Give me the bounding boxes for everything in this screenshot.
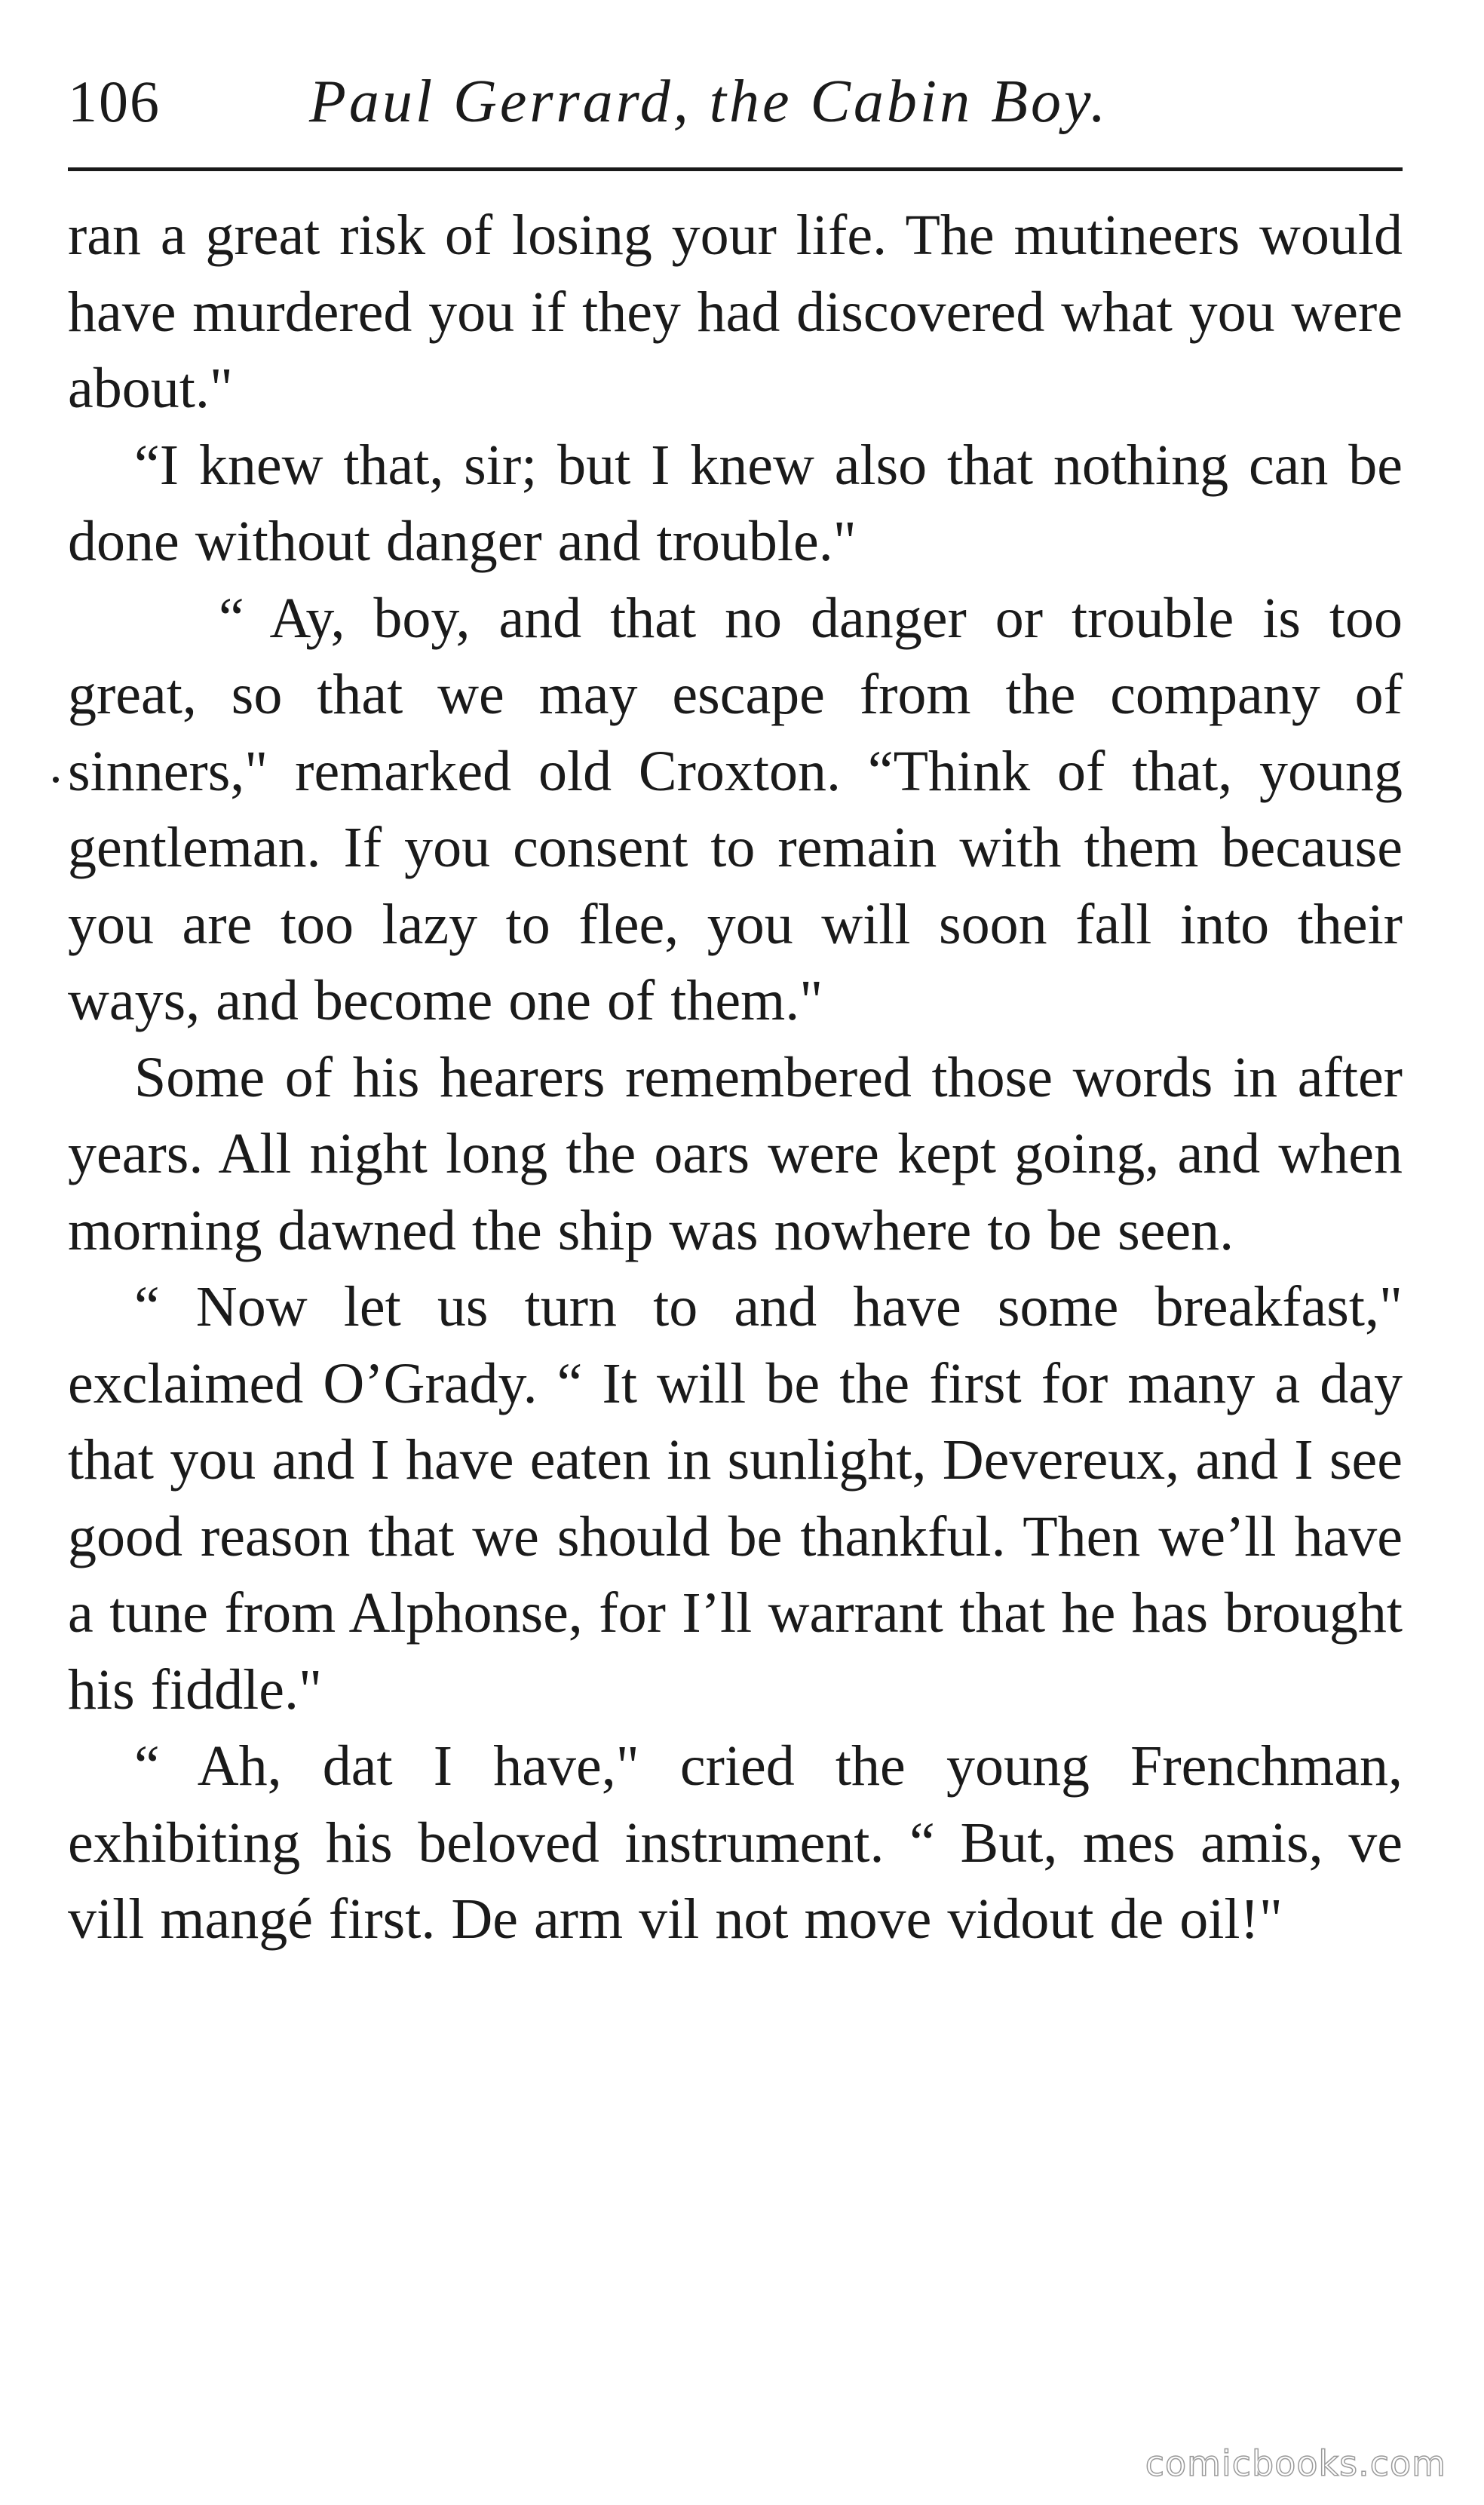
paragraph-narration: Some of his hearers remembered those words in after years. All night long the oars were kept going, and when morning dawned the ship was nowhere to be seen. <box>68 1045 1403 1262</box>
paragraph-ogrady: “ Now let us turn to and have some breakfast," exclaimed O’Grady. “ It will be the first for many a day that you and I have eaten in sunlight, Devereux, and I see good reason that we should be thankful. Then we’ll have a tune from Alphonse, for I’ll warrant that he has brought his fiddle." <box>68 1275 1403 1722</box>
paragraph-croxton: “ Ay, boy, and that no danger or trouble is too great, so that we may escape from the company of sinners," remarked old Croxton. “Think of that, young gentleman. If you consent to remain with them because you are too lazy to flee, you will soon fall into their ways, and become one of them." <box>68 586 1403 1032</box>
running-title: Paul Gerrard, the Cabin Boy. <box>309 69 1109 135</box>
page-header <box>68 60 1403 151</box>
paragraph-alphonse: “ Ah, dat I have," cried the young Frenchman, exhibiting his beloved instrument. “ But, mes amis, ve vill mangé first. De arm vil not move vidout de oil!" <box>68 1734 1403 1951</box>
body-text <box>68 198 1403 1958</box>
print-speck <box>53 777 59 783</box>
header-rule <box>68 167 1403 171</box>
paragraph-continuation: ran a great risk of losing your life. The mutineers would have murdered you if they had discovered what you were about." <box>68 204 1403 420</box>
paragraph-paul-reply: “I knew that, sir; but I knew also that nothing can be done without danger and trouble." <box>68 433 1403 573</box>
watermark-text: comicbooks.com <box>1145 2443 1446 2484</box>
page-number: 106 <box>68 69 161 134</box>
